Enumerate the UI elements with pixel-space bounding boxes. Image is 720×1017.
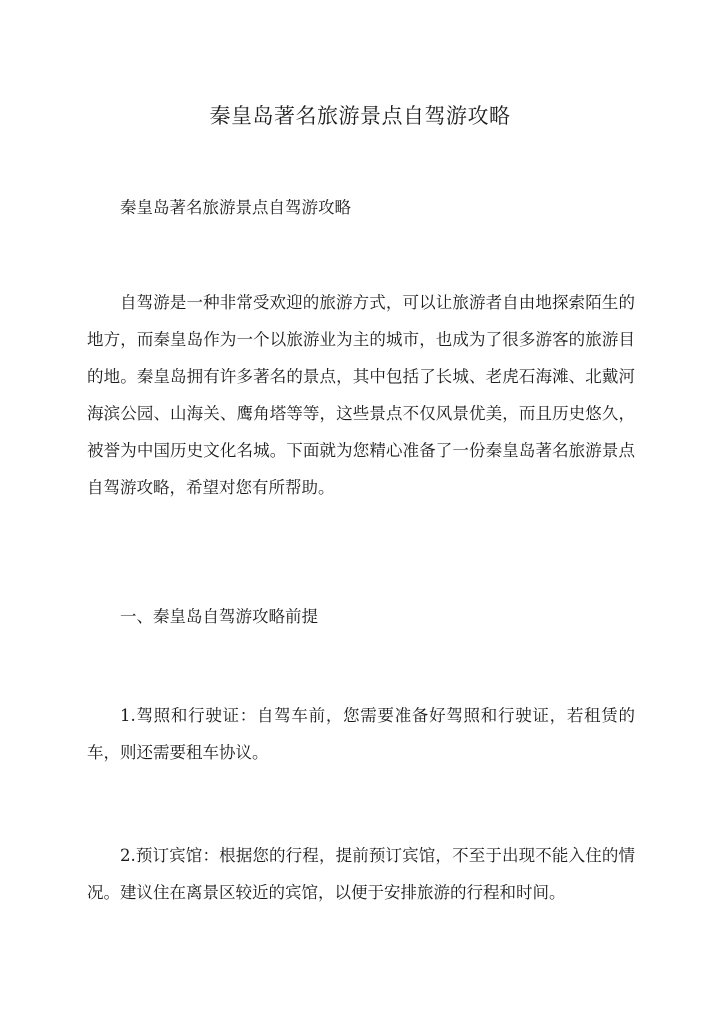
document-subtitle: 秦皇岛著名旅游景点自驾游攻略: [120, 198, 351, 217]
list-item: 2.预订宾馆：根据您的行程，提前预订宾馆，不至于出现不能入住的情况。建议住在离景区较近的宾馆，以便于安排旅游的行程和时间。: [87, 846, 635, 902]
list-item: 1.驾照和行驶证：自驾车前，您需要准备好驾照和行驶证，若租赁的车，则还需要租车协议。: [87, 706, 635, 762]
intro-paragraph: 自驾游是一种非常受欢迎的旅游方式，可以让旅游者自由地探索陌生的地方，而秦皇岛作为一个以旅游业为主的城市，也成为了很多游客的旅游目的地。秦皇岛拥有许多著名的景点，其中包括了长城、老虎石海滩、北戴河海滨公园、山海关、鹰角塔等等，这些景点不仅风景优美，而且历史悠久，被誉为中国历史文化名城。下面就为您精心准备了一份秦皇岛著名旅游景点自驾游攻略，希望对您有所帮助。: [87, 293, 635, 497]
document-title: 秦皇岛著名旅游景点自驾游攻略: [209, 104, 511, 129]
section-heading: 一、秦皇岛自驾游攻略前提: [120, 607, 318, 626]
